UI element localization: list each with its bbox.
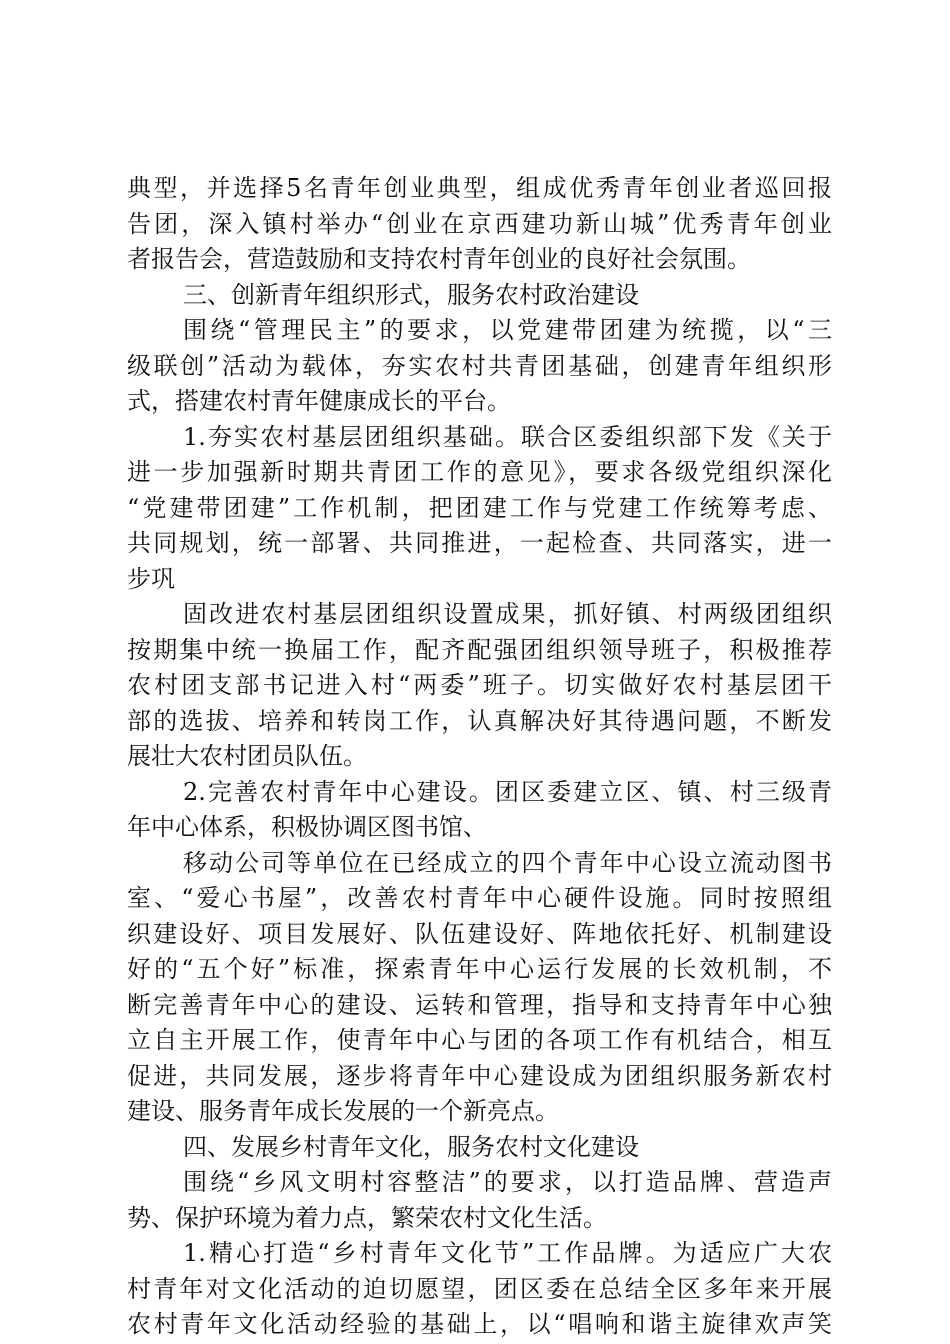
paragraph-line: 织建设好、项目发展好、队伍建设好、阵地依托好、机制建设 [127,919,832,948]
paragraph-line: 室、“爱心书屋”，改善农村青年中心硬件设施。同时按照组 [127,884,832,912]
paragraph-line: 建设、服务青年成长发展的一个新亮点。 [127,1097,559,1125]
section-heading-3: 三、创新青年组织形式，服务农村政治建设 [183,280,639,309]
paragraph-line: 步巩 [127,564,175,593]
paragraph-line: 典型，并选择5名青年创业典型，组成优秀青年创业者巡回报 [127,174,832,202]
paragraph-line: 进一步加强新时期共青团工作的意见》，要求各级党组织深化 [127,458,832,486]
paragraph-line: 农村团支部书记进入村“两委”班子。切实做好农村基层团干 [127,671,832,699]
paragraph-line: 势、保护环境为着力点，繁荣农村文化生活。 [127,1203,607,1232]
paragraph-line: 式，搭建农村青年健康成长的平台。 [127,387,511,415]
paragraph-line: 2.完善农村青年中心建设。团区委建立区、镇、村三级青 [183,777,832,806]
paragraph-line: 促进，共同发展，逐步将青年中心建设成为团组织服务新农村 [127,1061,832,1090]
paragraph-line: 围绕“管理民主”的要求，以党建带团建为统揽，以“三 [183,316,832,344]
paragraph-line: 1.夯实农村基层团组织基础。联合区委组织部下发《关于 [183,422,832,451]
paragraph-line: 断完善青年中心的建设、运转和管理，指导和支持青年中心独 [127,990,832,1019]
paragraph-line: 农村青年文化活动经验的基础上，以“唱响和谐主旋律欢声笑 [127,1310,832,1338]
paragraph-line: 部的选拔、培养和转岗工作，认真解决好其待遇问题，不断发 [127,706,832,735]
document-body [127,171,832,1343]
paragraph-line: 共同规划，统一部署、共同推进，一起检查、共同落实，进一 [127,529,832,557]
paragraph-line: 1.精心打造“乡村青年文化节”工作品牌。为适应广大农 [183,1239,832,1267]
paragraph-line: 按期集中统一换届工作，配齐配强团组织领导班子，积极推荐 [127,635,832,664]
paragraph-line: 年中心体系，积极协调区图书馆、 [127,813,487,841]
paragraph-line: 告团，深入镇村举办“创业在京西建功新山城”优秀青年创业 [127,209,832,238]
paragraph-line: 好的“五个好”标准，探索青年中心运行发展的长效机制，不 [127,955,832,983]
paragraph-line: 固改进农村基层团组织设置成果，抓好镇、村两级团组织 [183,600,832,628]
paragraph-line: 级联创”活动为载体，夯实农村共青团基础，创建青年组织形 [127,351,832,380]
paragraph-line: 围绕“乡风文明村容整洁”的要求，以打造品牌、营造声 [183,1168,832,1196]
section-heading-4: 四、发展乡村青年文化，服务农村文化建设 [183,1132,639,1161]
paragraph-line: 立自主开展工作，使青年中心与团的各项工作有机结合，相互 [127,1026,832,1054]
paragraph-line: “党建带团建”工作机制，把团建工作与党建工作统筹考虑、 [127,493,832,522]
paragraph-line: 者报告会，营造鼓励和支持农村青年创业的良好社会氛围。 [127,245,751,273]
paragraph-line: 展壮大农村团员队伍。 [127,742,367,770]
paragraph-line: 移动公司等单位在已经成立的四个青年中心设立流动图书 [183,848,832,877]
paragraph-line: 村青年对文化活动的迫切愿望，团区委在总结全区多年来开展 [127,1274,832,1303]
